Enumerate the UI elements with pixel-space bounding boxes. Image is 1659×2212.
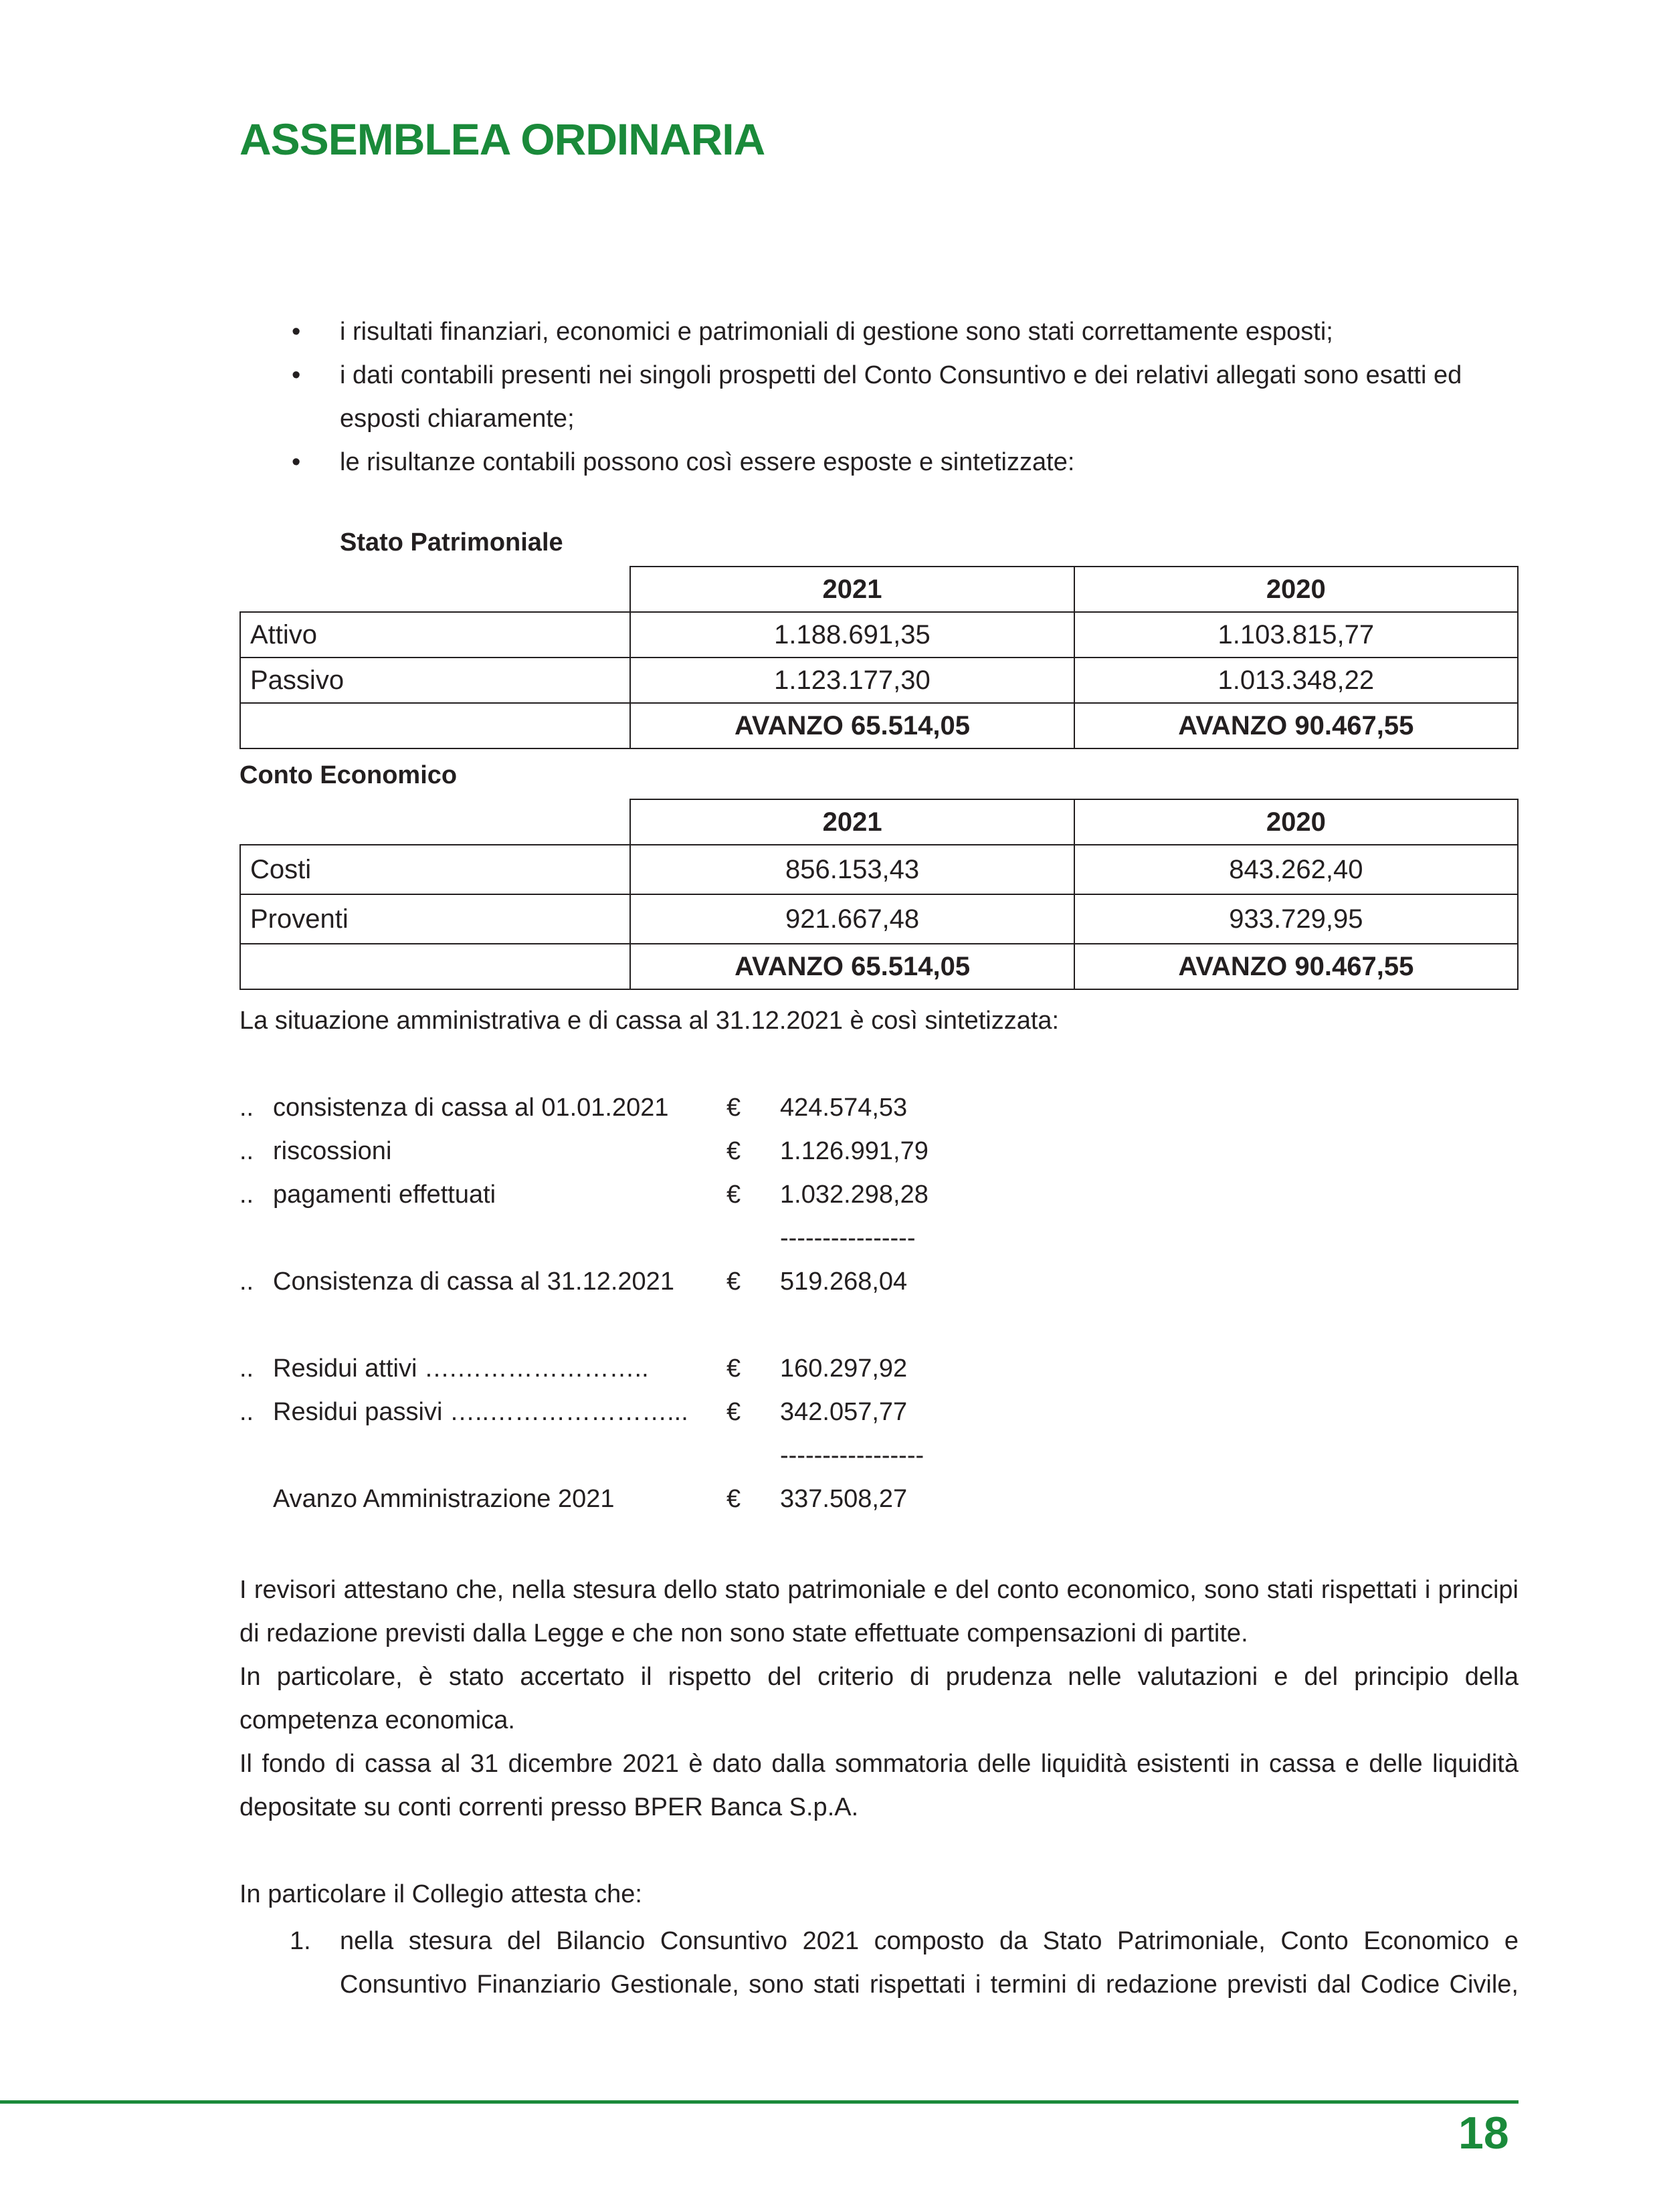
ledger-description: Consistenza di cassa al 31.12.2021 [273, 1268, 674, 1296]
ledger-description: Residui passivi …..…………………... [273, 1398, 688, 1426]
ledger-amount: 519.268,04 [780, 1268, 908, 1296]
ledger-separator: ----------------- [780, 1441, 924, 1470]
footer-divider [0, 2100, 1519, 2104]
table-cell: 933.729,95 [1074, 894, 1518, 944]
list-number: 1. [290, 1927, 311, 1955]
table-cell: 856.153,43 [630, 845, 1074, 894]
euro-icon: € [726, 1398, 741, 1426]
table-cell: 1.103.815,77 [1074, 612, 1518, 658]
row-label: Costi [240, 845, 630, 894]
table-header-row [240, 567, 1518, 612]
ledger-prefix: .. [239, 1137, 254, 1165]
paragraph-revisori: I revisori attestano che, nella stesura dello stato patrimoniale e del conto economico, sono stati rispettati i principi di redazione previsti dalla Legge e che non sono state effettuate compensazioni di partite. [239, 1576, 1519, 1647]
list-item [239, 441, 1519, 484]
table-cell: 1.188.691,35 [630, 612, 1074, 658]
stato-patrimoniale-label: Stato Patrimoniale [340, 528, 563, 557]
table-total-row [240, 703, 1518, 748]
table-cell: 1.123.177,30 [630, 658, 1074, 703]
table-cell: 843.262,40 [1074, 845, 1518, 894]
euro-icon: € [726, 1485, 741, 1513]
euro-icon: € [726, 1268, 741, 1296]
ledger-description: Residui attivi ….………………….. [273, 1354, 649, 1383]
column-header: 2021 [630, 567, 1074, 612]
ledger-prefix: .. [239, 1094, 254, 1122]
sintesi-intro: La situazione amministrativa e di cassa al 31.12.2021 è così sintetizzata: [239, 1007, 1060, 1035]
total-cell: AVANZO 90.467,55 [1074, 944, 1518, 989]
table-cell [240, 944, 630, 989]
ledger-amount: 160.297,92 [780, 1354, 908, 1383]
ledger-amount: 337.508,27 [780, 1485, 908, 1513]
list-item [239, 310, 1519, 354]
ledger-amount: 424.574,53 [780, 1094, 908, 1122]
row-label: Attivo [240, 612, 630, 658]
stato-patrimoniale-table [239, 566, 1519, 749]
page-number: 18 [1458, 2108, 1509, 2158]
bullet-icon: • [292, 361, 301, 389]
table-row [240, 845, 1518, 894]
ledger-amount: 342.057,77 [780, 1398, 908, 1426]
table-corner-cell [240, 567, 630, 612]
table-corner-cell [240, 799, 630, 845]
total-cell: AVANZO 65.514,05 [630, 703, 1074, 748]
conto-economico-table [239, 799, 1519, 990]
bullet-text: i dati contabili presenti nei singoli prospetti del Conto Consuntivo e dei relativi allegati sono esatti ed esposti chiaramente; [340, 361, 1462, 433]
ledger-amount: 1.126.991,79 [780, 1137, 929, 1165]
table-cell: 921.667,48 [630, 894, 1074, 944]
column-header: 2020 [1074, 799, 1518, 845]
euro-icon: € [726, 1094, 741, 1122]
page-title: ASSEMBLEA ORDINARIA [239, 114, 765, 164]
bullet-icon: • [292, 318, 301, 346]
ledger-prefix: .. [239, 1181, 254, 1209]
table-cell: 1.013.348,22 [1074, 658, 1518, 703]
column-header: 2021 [630, 799, 1074, 845]
ledger-description: Avanzo Amministrazione 2021 [273, 1485, 615, 1513]
bullet-text: i risultati finanziari, economici e patrimoniali di gestione sono stati correttamente esposti; [340, 318, 1333, 346]
ledger-description: consistenza di cassa al 01.01.2021 [273, 1094, 669, 1122]
euro-icon: € [726, 1354, 741, 1383]
row-label: Proventi [240, 894, 630, 944]
bullet-icon: • [292, 448, 301, 476]
paragraph-prudenza: In particolare, è stato accertato il rispetto del criterio di prudenza nelle valutazioni e del principio della competenza economica. [239, 1663, 1519, 1734]
bullet-list [239, 310, 1519, 484]
paragraph-fondo-cassa: Il fondo di cassa al 31 dicembre 2021 è dato dalla sommatoria delle liquidità esistenti in cassa e delle liquidità depositate su conti correnti presso BPER Banca S.p.A. [239, 1750, 1519, 1821]
table-row [240, 658, 1518, 703]
numbered-item-text: nella stesura del Bilancio Consuntivo 2021 composto da Stato Patrimoniale, Conto Economico e Consuntivo Finanziario Gestionale, sono stati rispettati i termini di redazione previsti dal Codice Civile, [340, 1927, 1519, 1999]
total-cell: AVANZO 65.514,05 [630, 944, 1074, 989]
numbered-list [239, 1920, 1519, 2007]
table-header-row [240, 799, 1518, 845]
ledger-prefix: .. [239, 1398, 254, 1426]
euro-icon: € [726, 1137, 741, 1165]
table-cell [240, 703, 630, 748]
euro-icon: € [726, 1181, 741, 1209]
conto-economico-label: Conto Economico [239, 761, 458, 789]
ledger-description: pagamenti effettuati [273, 1181, 496, 1209]
row-label: Passivo [240, 658, 630, 703]
ledger-prefix: .. [239, 1268, 254, 1296]
ledger-description: riscossioni [273, 1137, 392, 1165]
table-row [240, 894, 1518, 944]
table-row [240, 612, 1518, 658]
ledger-separator: ---------------- [780, 1224, 916, 1252]
table-total-row [240, 944, 1518, 989]
paragraph-collegio: In particolare il Collegio attesta che: [239, 1880, 642, 1908]
list-item [239, 354, 1519, 441]
ledger-prefix: .. [239, 1354, 254, 1383]
total-cell: AVANZO 90.467,55 [1074, 703, 1518, 748]
bullet-text: le risultanze contabili possono così essere esposte e sintetizzate: [340, 448, 1075, 476]
ledger-amount: 1.032.298,28 [780, 1181, 929, 1209]
column-header: 2020 [1074, 567, 1518, 612]
